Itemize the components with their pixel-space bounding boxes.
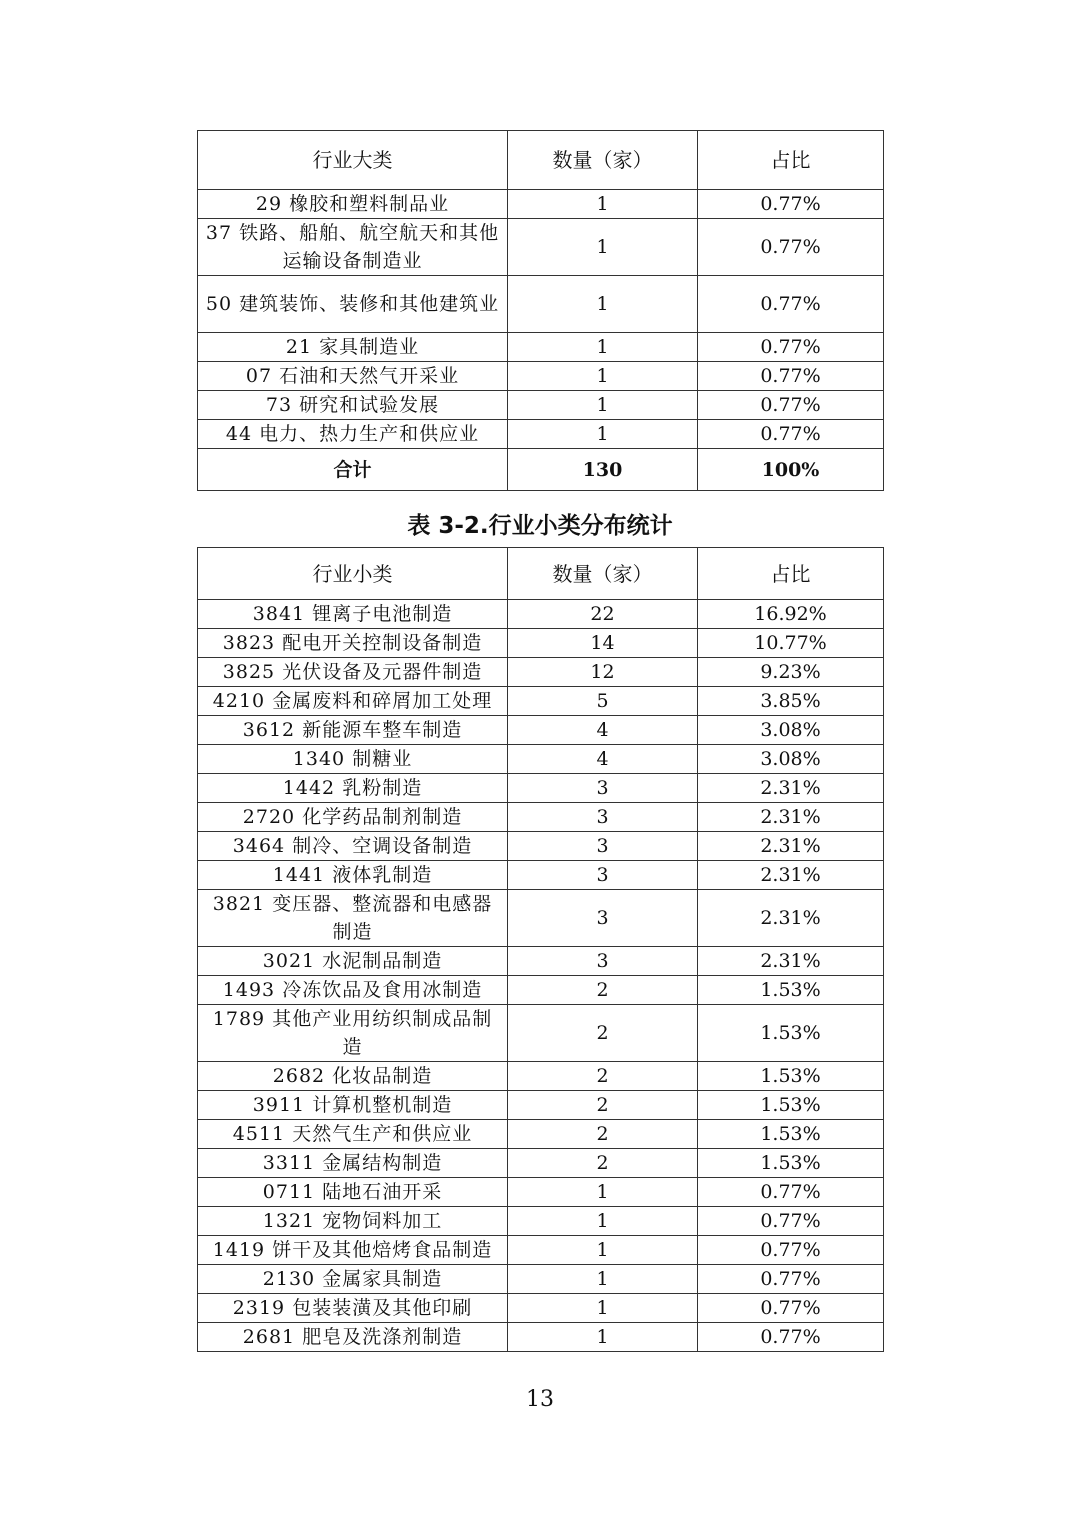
category-cell: 2319 包装装潢及其他印刷 [198, 1294, 508, 1323]
table-row [198, 774, 884, 803]
category-cell: 21 家具制造业 [198, 333, 508, 362]
table-row [198, 1062, 884, 1091]
ratio-cell: 2.31% [698, 803, 884, 832]
category-cell: 3911 计算机整机制造 [198, 1091, 508, 1120]
table-row [198, 1178, 884, 1207]
table-header-row [198, 131, 884, 190]
category-cell: 3311 金属结构制造 [198, 1149, 508, 1178]
ratio-cell: 0.77% [698, 333, 884, 362]
count-cell: 4 [508, 716, 698, 745]
category-cell: 1321 宠物饲料加工 [198, 1207, 508, 1236]
count-cell: 1 [508, 1323, 698, 1352]
table-row [198, 219, 884, 276]
ratio-cell: 0.77% [698, 190, 884, 219]
ratio-cell: 0.77% [698, 219, 884, 276]
count-cell: 1 [508, 1178, 698, 1207]
count-cell: 22 [508, 600, 698, 629]
table-row [198, 832, 884, 861]
table-row [198, 861, 884, 890]
table-row [198, 1265, 884, 1294]
count-cell: 1 [508, 190, 698, 219]
ratio-cell: 3.08% [698, 745, 884, 774]
category-cell: 2681 肥皂及洗涤剂制造 [198, 1323, 508, 1352]
ratio-cell: 0.77% [698, 1323, 884, 1352]
ratio-cell: 1.53% [698, 1005, 884, 1062]
table-row [198, 1005, 884, 1062]
table-row [198, 1120, 884, 1149]
table-row [198, 333, 884, 362]
column-header-category: 行业小类 [198, 548, 508, 600]
category-cell: 50 建筑装饰、装修和其他建筑业 [198, 276, 508, 333]
ratio-cell: 1.53% [698, 1120, 884, 1149]
table-row [198, 890, 884, 947]
category-cell: 4210 金属废料和碎屑加工处理 [198, 687, 508, 716]
category-cell: 4511 天然气生产和供应业 [198, 1120, 508, 1149]
category-cell: 1340 制糖业 [198, 745, 508, 774]
ratio-cell: 10.77% [698, 629, 884, 658]
count-cell: 1 [508, 219, 698, 276]
count-cell: 2 [508, 1120, 698, 1149]
count-cell: 5 [508, 687, 698, 716]
table-row [198, 803, 884, 832]
category-cell: 2682 化妆品制造 [198, 1062, 508, 1091]
ratio-cell: 0.77% [698, 391, 884, 420]
table-row [198, 190, 884, 219]
table-row [198, 600, 884, 629]
count-cell: 1 [508, 391, 698, 420]
count-cell: 1 [508, 1294, 698, 1323]
category-cell: 29 橡胶和塑料制品业 [198, 190, 508, 219]
count-cell: 12 [508, 658, 698, 687]
category-cell: 1441 液体乳制造 [198, 861, 508, 890]
ratio-cell: 0.77% [698, 276, 884, 333]
ratio-cell: 1.53% [698, 976, 884, 1005]
category-cell: 1442 乳粉制造 [198, 774, 508, 803]
ratio-cell: 16.92% [698, 600, 884, 629]
table-row [198, 947, 884, 976]
count-cell: 1 [508, 1236, 698, 1265]
column-header-count: 数量（家） [508, 131, 698, 190]
total-row [198, 449, 884, 491]
count-cell: 1 [508, 276, 698, 333]
table-row [198, 1294, 884, 1323]
count-cell: 3 [508, 832, 698, 861]
column-header-category: 行业大类 [198, 131, 508, 190]
ratio-cell: 0.77% [698, 1236, 884, 1265]
industry-minor-category-table [197, 547, 884, 1352]
table-row [198, 1091, 884, 1120]
ratio-cell: 0.77% [698, 362, 884, 391]
ratio-cell: 3.85% [698, 687, 884, 716]
category-cell: 3841 锂离子电池制造 [198, 600, 508, 629]
ratio-cell: 1.53% [698, 1149, 884, 1178]
category-cell: 44 电力、热力生产和供应业 [198, 420, 508, 449]
total-count: 130 [508, 449, 698, 491]
table-row [198, 420, 884, 449]
ratio-cell: 1.53% [698, 1091, 884, 1120]
count-cell: 2 [508, 1062, 698, 1091]
category-cell: 1789 其他产业用纺织制成品制造 [198, 1005, 508, 1062]
count-cell: 14 [508, 629, 698, 658]
ratio-cell: 2.31% [698, 890, 884, 947]
category-cell: 07 石油和天然气开采业 [198, 362, 508, 391]
table-caption: 表 3-2.行业小类分布统计 [407, 513, 673, 539]
table-row [198, 745, 884, 774]
count-cell: 1 [508, 420, 698, 449]
column-header-count: 数量（家） [508, 548, 698, 600]
ratio-cell: 2.31% [698, 774, 884, 803]
category-cell: 0711 陆地石油开采 [198, 1178, 508, 1207]
count-cell: 2 [508, 976, 698, 1005]
table-row [198, 391, 884, 420]
category-cell: 3021 水泥制品制造 [198, 947, 508, 976]
count-cell: 3 [508, 803, 698, 832]
ratio-cell: 2.31% [698, 832, 884, 861]
ratio-cell: 0.77% [698, 420, 884, 449]
ratio-cell: 0.77% [698, 1294, 884, 1323]
table-header-row [198, 548, 884, 600]
ratio-cell: 2.31% [698, 861, 884, 890]
count-cell: 2 [508, 1149, 698, 1178]
category-cell: 1419 饼干及其他焙烤食品制造 [198, 1236, 508, 1265]
category-cell: 3823 配电开关控制设备制造 [198, 629, 508, 658]
category-cell: 1493 冷冻饮品及食用冰制造 [198, 976, 508, 1005]
count-cell: 2 [508, 1091, 698, 1120]
count-cell: 1 [508, 1207, 698, 1236]
category-cell: 37 铁路、船舶、航空航天和其他运输设备制造业 [198, 219, 508, 276]
industry-major-category-table [197, 130, 884, 491]
table-row [198, 629, 884, 658]
ratio-cell: 0.77% [698, 1178, 884, 1207]
category-cell: 3464 制冷、空调设备制造 [198, 832, 508, 861]
ratio-cell: 9.23% [698, 658, 884, 687]
total-ratio: 100% [698, 449, 884, 491]
table-row [198, 1207, 884, 1236]
count-cell: 2 [508, 1005, 698, 1062]
page-number: 13 [526, 1387, 554, 1412]
ratio-cell: 2.31% [698, 947, 884, 976]
ratio-cell: 3.08% [698, 716, 884, 745]
count-cell: 3 [508, 861, 698, 890]
count-cell: 3 [508, 947, 698, 976]
table-row [198, 716, 884, 745]
table-row [198, 976, 884, 1005]
category-cell: 2720 化学药品制剂制造 [198, 803, 508, 832]
table-row [198, 276, 884, 333]
category-cell: 3825 光伏设备及元器件制造 [198, 658, 508, 687]
ratio-cell: 0.77% [698, 1265, 884, 1294]
category-cell: 3612 新能源车整车制造 [198, 716, 508, 745]
table-row [198, 687, 884, 716]
category-cell: 2130 金属家具制造 [198, 1265, 508, 1294]
count-cell: 1 [508, 333, 698, 362]
category-cell: 3821 变压器、整流器和电感器制造 [198, 890, 508, 947]
ratio-cell: 0.77% [698, 1207, 884, 1236]
total-label: 合计 [198, 449, 508, 491]
table-row [198, 1236, 884, 1265]
table-row [198, 1149, 884, 1178]
table-row [198, 362, 884, 391]
count-cell: 3 [508, 890, 698, 947]
table-row [198, 1323, 884, 1352]
category-cell: 73 研究和试验发展 [198, 391, 508, 420]
column-header-ratio: 占比 [698, 548, 884, 600]
count-cell: 4 [508, 745, 698, 774]
ratio-cell: 1.53% [698, 1062, 884, 1091]
count-cell: 3 [508, 774, 698, 803]
count-cell: 1 [508, 362, 698, 391]
count-cell: 1 [508, 1265, 698, 1294]
column-header-ratio: 占比 [698, 131, 884, 190]
table-row [198, 658, 884, 687]
